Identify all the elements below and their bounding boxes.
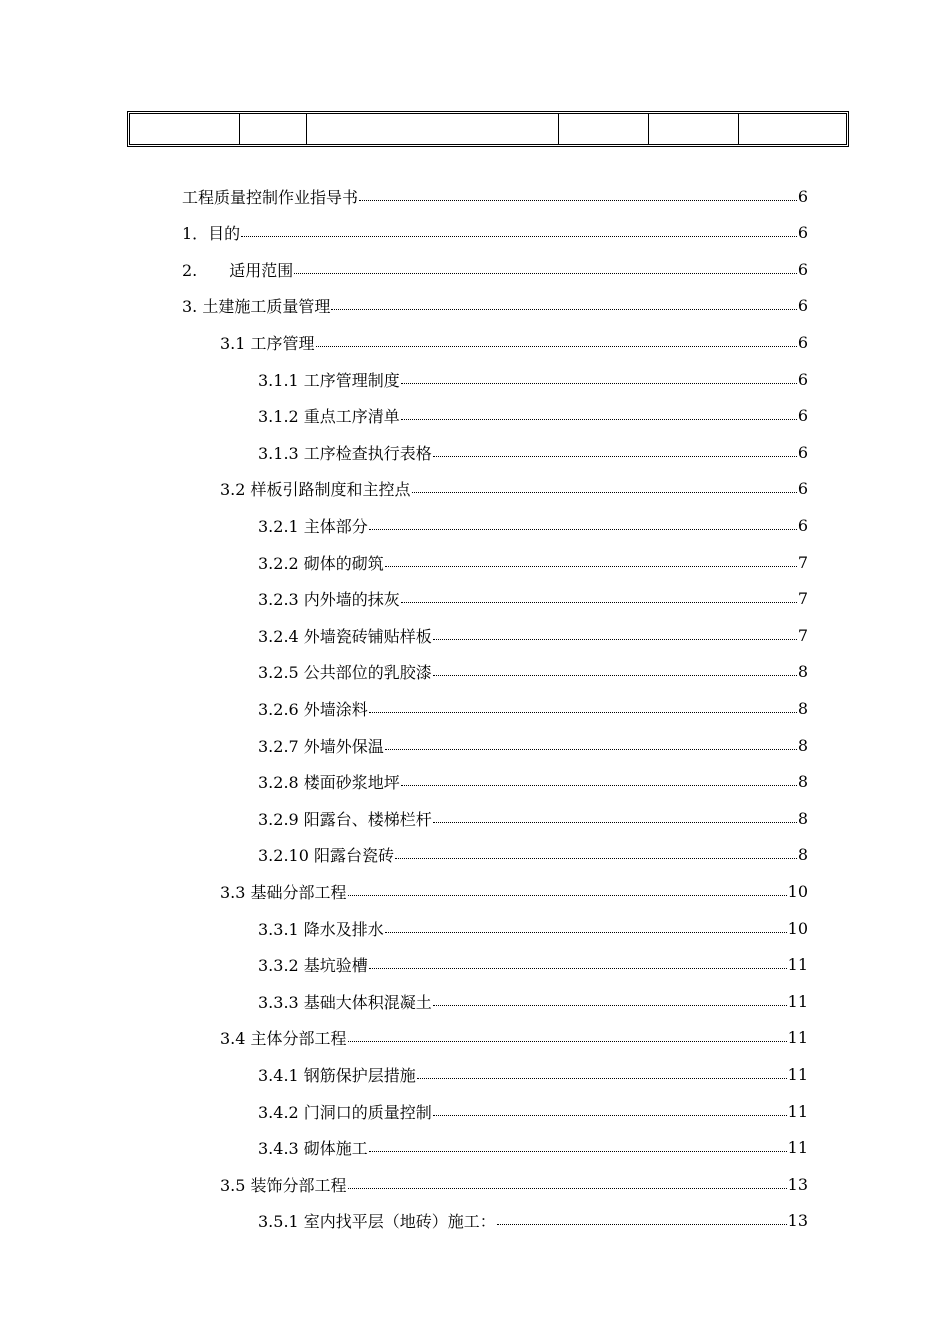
header-cell (240, 114, 307, 144)
toc-dot-leader (401, 785, 797, 786)
toc-entry-label: 3.4.2 门洞口的质量控制 (258, 1102, 432, 1122)
toc-page-number: 11 (787, 1101, 808, 1121)
toc-page-number: 6 (797, 332, 808, 352)
toc-entry-label: 3.2.1 主体部分 (258, 516, 368, 536)
toc-page-number: 6 (797, 369, 808, 389)
toc-page-number: 8 (797, 698, 808, 718)
toc-page-number: 10 (787, 881, 808, 901)
toc-dot-leader (433, 822, 797, 823)
toc-dot-leader (497, 1224, 787, 1225)
toc-dot-leader (433, 675, 797, 676)
toc-dot-leader (359, 200, 797, 201)
toc-dot-leader (369, 968, 787, 969)
toc-entry[interactable] (182, 288, 808, 324)
toc-page-number: 11 (787, 1138, 808, 1158)
toc-page-number: 11 (787, 955, 808, 975)
toc-entry-label: 3.4.1 钢筋保护层措施 (258, 1065, 416, 1085)
toc-entry-label: 3.4.3 砌体施工 (258, 1139, 368, 1159)
toc-entry[interactable] (220, 1020, 808, 1056)
toc-page-number: 7 (797, 589, 808, 609)
toc-page-number: 6 (797, 479, 808, 499)
toc-dot-leader (433, 456, 797, 457)
toc-entry-label: 3.3 基础分部工程 (220, 882, 347, 902)
toc-entry[interactable] (258, 727, 808, 763)
toc-dot-leader (412, 492, 797, 493)
toc-page-number: 6 (797, 186, 808, 206)
toc-page-number: 13 (787, 1174, 808, 1194)
header-cell (307, 114, 559, 144)
toc-entry[interactable] (258, 837, 808, 873)
toc-entry-label: 3.2.7 外墙外保温 (258, 736, 384, 756)
toc-entry[interactable] (220, 1166, 808, 1202)
toc-page-number: 7 (797, 552, 808, 572)
toc-page-number: 8 (797, 772, 808, 792)
toc-entry-label: 3.2.2 砌体的砌筑 (258, 553, 384, 573)
toc-dot-leader (385, 932, 787, 933)
toc-page-number: 8 (797, 662, 808, 682)
toc-entry-label: 3.2.10 阳露台瓷砖 (258, 846, 394, 866)
toc-entry-label: 3.1.2 重点工序清单 (258, 407, 400, 427)
toc-entry-label: 3.1 工序管理 (220, 333, 315, 353)
toc-entry-label: 3.2.9 阳露台、楼梯栏杆 (258, 809, 432, 829)
header-cell (739, 114, 846, 144)
toc-page-number: 8 (797, 735, 808, 755)
toc-entry[interactable] (258, 654, 808, 690)
toc-entry[interactable] (258, 983, 808, 1019)
toc-entry-label: 3.5.1 室内找平层（地砖）施工： (258, 1212, 496, 1232)
toc-entry-label: 3.3.3 基础大体积混凝土 (258, 992, 432, 1012)
header-cell (649, 114, 739, 144)
toc-dot-leader (433, 1005, 787, 1006)
toc-entry[interactable] (258, 617, 808, 653)
toc-entry[interactable] (258, 1203, 808, 1239)
toc-dot-leader (241, 236, 797, 237)
toc-entry-label: 3.4 主体分部工程 (220, 1029, 347, 1049)
toc-dot-leader (316, 346, 797, 347)
toc-entry-label: 3.2.4 外墙瓷砖铺贴样板 (258, 626, 432, 646)
toc-entry[interactable] (220, 324, 808, 360)
toc-dot-leader (385, 566, 797, 567)
toc-entry[interactable] (258, 434, 808, 470)
toc-dot-leader (395, 858, 797, 859)
header-table (127, 111, 849, 147)
toc-entry[interactable] (258, 1056, 808, 1092)
toc-entry[interactable] (258, 544, 808, 580)
toc-entry[interactable] (258, 361, 808, 397)
toc-page-number: 8 (797, 808, 808, 828)
toc-entry[interactable] (258, 581, 808, 617)
toc-entry-label: 3.2.5 公共部位的乳胶漆 (258, 663, 432, 683)
header-cell (130, 114, 240, 144)
toc-page-number: 10 (787, 918, 808, 938)
toc-entry-label: 2. 适用范围 (182, 260, 294, 280)
toc-page-number: 6 (797, 515, 808, 535)
toc-dot-leader (433, 1115, 787, 1116)
toc-entry-label: 3.3.2 基坑验槽 (258, 956, 368, 976)
toc-page-number: 11 (787, 1064, 808, 1084)
toc-entry-label: 3.2 样板引路制度和主控点 (220, 480, 411, 500)
toc-entry[interactable] (258, 764, 808, 800)
toc-entry[interactable] (220, 873, 808, 909)
toc-entry-label: 3. 土建施工质量管理 (182, 297, 331, 317)
header-cell (559, 114, 649, 144)
toc-page-number: 8 (797, 845, 808, 865)
toc-dot-leader (294, 273, 797, 274)
toc-dot-leader (369, 529, 797, 530)
toc-entry-label: 工程质量控制作业指导书 (182, 187, 359, 207)
toc-entry-label: 3.2.6 外墙涂料 (258, 699, 368, 719)
toc-entry[interactable] (258, 947, 808, 983)
toc-entry-label: 3.3.1 降水及排水 (258, 919, 384, 939)
toc-entry[interactable] (258, 800, 808, 836)
toc-dot-leader (417, 1078, 787, 1079)
toc-dot-leader (348, 1188, 787, 1189)
toc-dot-leader (385, 749, 797, 750)
toc-page-number: 6 (797, 442, 808, 462)
toc-page-number: 6 (797, 223, 808, 243)
toc-dot-leader (401, 419, 797, 420)
toc-dot-leader (369, 712, 797, 713)
toc-entry-label: 3.2.8 楼面砂浆地坪 (258, 773, 400, 793)
toc-entry[interactable] (258, 1093, 808, 1129)
toc-entry[interactable] (182, 251, 808, 287)
toc-entry[interactable] (258, 398, 808, 434)
toc-entry-label: 3.1.1 工序管理制度 (258, 370, 400, 390)
toc-entry-label: 3.2.3 内外墙的抹灰 (258, 590, 400, 610)
toc-page-number: 6 (797, 296, 808, 316)
toc-entry-label: 1．目的 (182, 224, 241, 244)
toc-entry[interactable] (220, 471, 808, 507)
toc-dot-leader (401, 383, 797, 384)
toc-page-number: 6 (797, 406, 808, 426)
toc-page-number: 11 (787, 991, 808, 1011)
toc-entry[interactable] (258, 1130, 808, 1166)
toc-dot-leader (401, 602, 797, 603)
toc-dot-leader (369, 1151, 787, 1152)
toc-dot-leader (331, 309, 796, 310)
toc-entry[interactable] (258, 910, 808, 946)
toc-entry[interactable] (258, 690, 808, 726)
toc-entry[interactable] (258, 507, 808, 543)
toc-dot-leader (348, 895, 787, 896)
toc-entry-label: 3.1.3 工序检查执行表格 (258, 443, 432, 463)
toc-page-number: 6 (797, 259, 808, 279)
toc-page-number: 11 (787, 1028, 808, 1048)
toc-entry[interactable] (182, 178, 808, 214)
toc-page-number: 13 (787, 1211, 808, 1231)
toc-entry-label: 3.5 装饰分部工程 (220, 1175, 347, 1195)
toc-entry[interactable] (182, 215, 808, 251)
toc-dot-leader (348, 1041, 787, 1042)
toc-dot-leader (433, 639, 797, 640)
toc-page-number: 7 (797, 625, 808, 645)
